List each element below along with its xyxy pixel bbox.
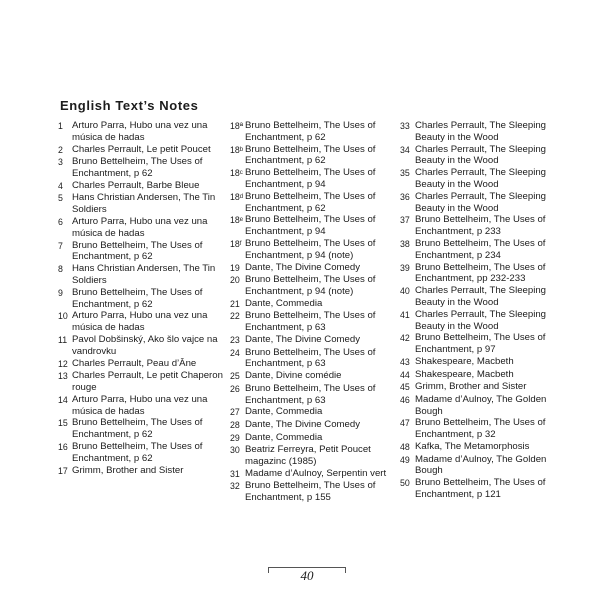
note-entry <box>230 298 400 311</box>
note-entry <box>58 180 228 193</box>
note-entry <box>58 465 228 478</box>
notes-column-3 <box>400 120 570 501</box>
note-number: 38 <box>400 238 410 249</box>
note-entry <box>230 120 400 144</box>
note-text: Hans Christian Andersen, The Tin Soldiers <box>72 263 216 286</box>
note-text: Dante, Commedia <box>245 431 323 443</box>
note-text: Grimm, Brother and Sister <box>72 464 184 476</box>
note-entry <box>58 441 228 465</box>
note-entry <box>58 334 228 358</box>
note-text: Pavol Dobšinský, Ako šlo vajce na vandrovku <box>72 333 218 357</box>
note-text: Hans Christian Andersen, The Tin Soldiers <box>72 192 216 216</box>
note-number: 18ᶠ <box>230 238 242 249</box>
note-text: Arturo Parra, Hubo una vez una música de hadas <box>72 393 208 417</box>
note-number: 17 <box>58 465 68 476</box>
note-entry <box>400 214 570 238</box>
note-number: 50 <box>400 478 410 489</box>
note-number: 34 <box>400 144 410 155</box>
note-number: 42 <box>400 333 410 344</box>
note-number: 18ᵉ <box>230 215 244 226</box>
note-entry <box>230 419 400 432</box>
note-text: Bruno Bettelheim, The Uses of Enchantment, p 62 <box>72 239 203 263</box>
note-number: 44 <box>400 369 410 380</box>
note-entry <box>58 263 228 287</box>
note-entry <box>230 480 400 504</box>
note-text: Madame d’Aulnoy, The Golden Bough <box>415 393 547 417</box>
note-entry <box>230 191 400 215</box>
note-number: 25 <box>230 371 240 382</box>
note-entry <box>58 370 228 394</box>
note-number: 4 <box>58 180 63 191</box>
note-text: Bruno Bettelheim, The Uses of Enchantment, p 32 <box>415 417 546 441</box>
note-text: Dante, The Divine Comedy <box>245 261 361 273</box>
note-text: Bruno Bettelheim, The Uses of Enchantment, p 63 <box>245 382 376 406</box>
note-number: 14 <box>58 394 68 405</box>
note-entry <box>400 381 570 394</box>
note-number: 48 <box>400 441 410 452</box>
notes-heading: English Text’s Notes <box>60 98 199 113</box>
note-number: 27 <box>230 407 240 418</box>
note-entry <box>400 262 570 286</box>
note-text: Bruno Bettelheim, The Uses of Enchantment, p 155 <box>245 480 376 504</box>
note-number: 41 <box>400 309 410 320</box>
note-entry <box>230 370 400 383</box>
note-entry <box>400 285 570 309</box>
note-number: 40 <box>400 286 410 297</box>
note-entry <box>58 192 228 216</box>
note-text: Bruno Bettelheim, The Uses of Enchantment, p 63 <box>245 310 376 334</box>
note-entry <box>230 310 400 334</box>
note-entry <box>230 274 400 298</box>
note-number: 3 <box>58 157 63 168</box>
note-text: Charles Perrault, Peau d’Âne <box>72 357 197 369</box>
note-text: Bruno Bettelheim, The Uses of Enchantment, p 62 <box>72 286 203 310</box>
note-number: 43 <box>400 356 410 367</box>
note-text: Arturo Parra, Hubo una vez una música de hadas <box>72 310 208 334</box>
note-text: Dante, Divine comédie <box>245 370 342 382</box>
note-entry <box>400 477 570 501</box>
note-text: Bruno Bettelheim, The Uses of Enchantment, p 94 (note) <box>245 237 376 261</box>
note-entry <box>58 240 228 264</box>
note-entry <box>400 454 570 478</box>
note-text: Charles Perrault, Le petit Chaperon rouge <box>72 370 223 393</box>
note-number: 47 <box>400 418 410 429</box>
note-entry <box>400 167 570 191</box>
note-number: 33 <box>400 121 410 131</box>
note-entry <box>58 144 228 157</box>
note-text: Dante, Commedia <box>245 406 323 418</box>
note-entry <box>400 417 570 441</box>
note-number: 15 <box>58 418 68 429</box>
note-text: Shakespeare, Macbeth <box>415 368 514 380</box>
note-text: Charles Perrault, The Sleeping Beauty in the Wood <box>415 285 547 308</box>
note-number: 37 <box>400 215 410 226</box>
note-entry <box>58 216 228 240</box>
note-number: 22 <box>230 311 240 322</box>
note-entry <box>230 334 400 347</box>
note-entry <box>400 369 570 382</box>
note-entry <box>58 310 228 334</box>
note-text: Bruno Bettelheim, The Uses of Enchantment, p 63 <box>245 346 376 370</box>
note-text: Bruno Bettelheim, The Uses of Enchantment, p 62 <box>72 417 203 441</box>
note-number: 18ª <box>230 121 244 131</box>
note-number: 18ᶜ <box>230 168 243 179</box>
note-text: Bruno Bettelheim, The Uses of Enchantment, p 62 <box>245 120 376 143</box>
note-text: Dante, The Divine Comedy <box>245 333 361 345</box>
note-number: 29 <box>230 432 240 443</box>
note-number: 24 <box>230 347 240 358</box>
note-text: Dante, The Divine Comedy <box>245 418 361 430</box>
note-text: Madame d’Aulnoy, The Golden Bough <box>415 453 547 477</box>
note-number: 7 <box>58 240 63 251</box>
note-text: Shakespeare, Macbeth <box>415 355 514 367</box>
note-text: Charles Perrault, The Sleeping Beauty in the Wood <box>415 120 547 143</box>
notes-column-1 <box>58 120 228 477</box>
note-text: Bruno Bettelheim, The Uses of Enchantment, p 233 <box>415 214 546 238</box>
note-number: 12 <box>58 358 68 369</box>
note-text: Bruno Bettelheim, The Uses of Enchantment, p 62 <box>245 143 376 167</box>
note-number: 21 <box>230 298 240 309</box>
note-entry <box>230 214 400 238</box>
note-entry <box>230 144 400 168</box>
note-entry <box>58 417 228 441</box>
note-text: Bruno Bettelheim, The Uses of Enchantment, p 94 <box>245 167 376 190</box>
note-number: 2 <box>58 144 63 155</box>
note-entry <box>400 144 570 168</box>
note-entry <box>230 262 400 275</box>
note-text: Charles Perrault, The Sleeping Beauty in the Wood <box>415 167 547 190</box>
note-entry <box>230 468 400 481</box>
note-number: 49 <box>400 454 410 465</box>
note-number: 31 <box>230 468 240 479</box>
note-number: 20 <box>230 275 240 286</box>
note-text: Arturo Parra, Hubo una vez una música de hadas <box>72 120 208 143</box>
note-entry <box>230 444 400 468</box>
note-number: 26 <box>230 383 240 394</box>
note-text: Charles Perrault, The Sleeping Beauty in the Wood <box>415 143 547 167</box>
note-text: Bruno Bettelheim, The Uses of Enchantment, p 94 <box>245 214 376 238</box>
note-text: Bruno Bettelheim, The Uses of Enchantment, p 97 <box>415 332 546 356</box>
note-text: Charles Perrault, The Sleeping Beauty in the Wood <box>415 308 547 332</box>
page-number: 40 <box>300 568 314 583</box>
note-entry <box>400 309 570 333</box>
note-entry <box>400 332 570 356</box>
page-footer <box>268 567 346 584</box>
note-text: Bruno Bettelheim, The Uses of Enchantment, p 62 <box>72 440 203 464</box>
note-entry <box>400 191 570 215</box>
note-text: Kafka, The Metamorphosis <box>415 440 530 452</box>
note-entry <box>400 356 570 369</box>
note-entry <box>58 358 228 371</box>
note-entry <box>400 394 570 418</box>
note-text: Bruno Bettelheim, The Uses of Enchantment, p 62 <box>245 190 376 214</box>
note-number: 10 <box>58 311 68 322</box>
note-entry <box>400 238 570 262</box>
note-text: Bruno Bettelheim, The Uses of Enchantment, p 62 <box>72 156 203 179</box>
note-number: 8 <box>58 264 63 275</box>
note-entry <box>58 156 228 180</box>
note-number: 16 <box>58 441 68 452</box>
note-text: Arturo Parra, Hubo una vez una música de hadas <box>72 215 208 239</box>
note-text: Charles Perrault, The Sleeping Beauty in the Wood <box>415 190 547 214</box>
note-text: Bruno Bettelheim, The Uses of Enchantment, p 121 <box>415 477 546 500</box>
note-number: 13 <box>58 371 68 382</box>
note-number: 18ᵇ <box>230 144 244 155</box>
note-number: 5 <box>58 193 63 204</box>
note-number: 32 <box>230 481 240 492</box>
note-number: 39 <box>400 262 410 273</box>
note-text: Beatriz Ferreyra, Petit Poucet magazinc (1985) <box>245 444 371 467</box>
note-text: Madame d’Aulnoy, Serpentin vert <box>245 467 387 479</box>
note-number: 1 <box>58 121 63 131</box>
note-text: Charles Perrault, Le petit Poucet <box>72 143 211 155</box>
note-number: 18ᵈ <box>230 191 244 202</box>
note-number: 28 <box>230 419 240 430</box>
note-entry <box>230 432 400 445</box>
note-number: 30 <box>230 445 240 456</box>
note-entry <box>230 406 400 419</box>
note-number: 45 <box>400 382 410 393</box>
note-entry <box>58 394 228 418</box>
note-entry <box>230 383 400 407</box>
note-number: 9 <box>58 287 63 298</box>
note-number: 36 <box>400 191 410 202</box>
note-number: 11 <box>58 334 68 345</box>
note-text: Dante, Commedia <box>245 297 323 309</box>
note-entry <box>400 120 570 144</box>
note-number: 6 <box>58 216 63 227</box>
note-entry <box>400 441 570 454</box>
note-number: 23 <box>230 334 240 345</box>
note-entry <box>230 347 400 371</box>
note-entry <box>230 238 400 262</box>
note-entry <box>58 287 228 311</box>
note-entry <box>58 120 228 144</box>
note-number: 35 <box>400 168 410 179</box>
note-text: Grimm, Brother and Sister <box>415 381 527 393</box>
notes-column-2 <box>230 120 400 504</box>
note-entry <box>230 167 400 191</box>
note-number: 19 <box>230 262 240 273</box>
note-text: Charles Perrault, Barbe Bleue <box>72 179 200 191</box>
note-number: 46 <box>400 394 410 405</box>
note-text: Bruno Bettelheim, The Uses of Enchantment, p 94 (note) <box>245 274 376 297</box>
note-text: Bruno Bettelheim, The Uses of Enchantment, pp 232-233 <box>415 261 546 285</box>
note-text: Bruno Bettelheim, The Uses of Enchantment, p 234 <box>415 237 546 261</box>
